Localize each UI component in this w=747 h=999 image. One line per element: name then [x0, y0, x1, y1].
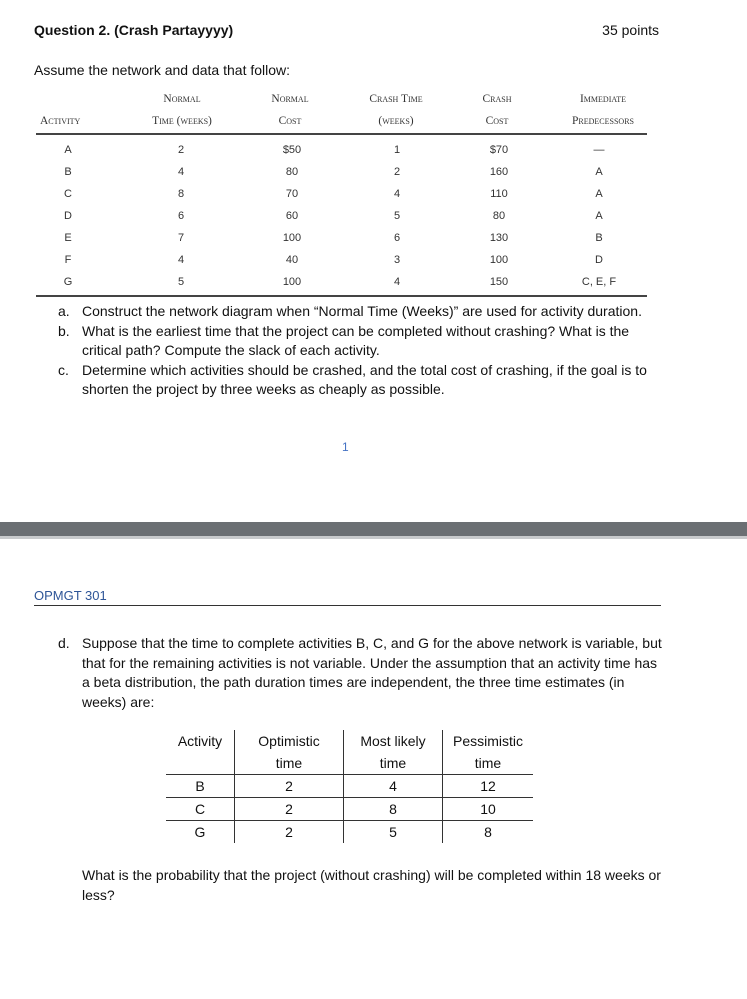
table-cell: 6: [393, 232, 401, 244]
part-b: [58, 322, 668, 361]
table-cell: A: [595, 210, 603, 222]
header-activity: Activity: [40, 115, 81, 127]
table-cell: A: [64, 144, 72, 156]
part-d-text: Suppose that the time to complete activities B, C, and G for the above network is variable, but that for the remaining activities is not variable. Under the assumption that an activity time has a beta distribution, the path duration times are independent, the three time estimates (in weeks) are:: [82, 635, 662, 710]
col-most-likely-header: Most likely time: [344, 730, 443, 775]
table-cell: 1: [393, 144, 401, 156]
col-activity-header: Activity: [177, 733, 223, 749]
part-a-label: a.: [58, 303, 70, 319]
points-label: 35 points: [602, 22, 659, 38]
part-b-label: b.: [58, 322, 70, 339]
part-d-label: d.: [58, 635, 70, 651]
table-cell: C: [166, 798, 235, 821]
table-cell: 80: [285, 166, 299, 178]
table-cell: 110: [490, 188, 508, 200]
part-c-label: c.: [58, 361, 69, 378]
table-cell: D: [64, 210, 72, 222]
table-cell: 5: [177, 276, 185, 288]
table-cell: D: [595, 254, 603, 266]
table-cell: B: [595, 232, 603, 244]
course-header: OPMGT 301: [34, 588, 107, 603]
table-cell: 100: [489, 254, 509, 266]
table-row: [166, 798, 533, 821]
table-cell: 4: [344, 775, 443, 798]
table-cell: 100: [282, 232, 302, 244]
part-c-text: Determine which activities should be crashed, and the total cost of crashing, if the goal is to shorten the project by three weeks as cheaply as possible.: [82, 361, 647, 397]
table-cell: 2: [235, 775, 344, 798]
table-cell: 7: [177, 232, 185, 244]
table-cell: 100: [282, 276, 302, 288]
estimates-header-row: [166, 730, 533, 775]
page-break-shadow: [0, 536, 747, 539]
table-cell: 2: [177, 144, 185, 156]
table-bottom-rule: [36, 295, 647, 297]
table-cell: 160: [489, 166, 509, 178]
table-cell: 8: [177, 188, 185, 200]
table-cell: 5: [393, 210, 401, 222]
question-title: Question 2. (Crash Partayyyy): [34, 22, 234, 38]
col-pessimistic-header: Pessimistic time: [443, 730, 534, 775]
table-cell: 150: [489, 276, 509, 288]
col-optimistic-header: Optimistic time: [235, 730, 344, 775]
table-cell: 2: [235, 821, 344, 844]
table-top-rule: [36, 133, 647, 135]
table-cell: 2: [393, 166, 401, 178]
table-cell: C, E, F: [581, 276, 617, 288]
table-cell: 5: [344, 821, 443, 844]
header-normal-cost: Normal Cost: [271, 93, 309, 127]
part-a: [58, 302, 668, 322]
table-cell: 12: [443, 775, 534, 798]
table-cell: 3: [393, 254, 401, 266]
table-cell: B: [166, 775, 235, 798]
intro-text: Assume the network and data that follow:: [34, 62, 291, 78]
page-break-band: [0, 522, 747, 536]
question-parts: [58, 302, 668, 400]
table-cell: 4: [177, 166, 185, 178]
table-cell: 8: [443, 821, 534, 844]
table-cell: 6: [177, 210, 185, 222]
table-cell: —: [593, 144, 605, 156]
header-rule: [34, 605, 661, 606]
table-cell: 80: [492, 210, 506, 222]
table-cell: 2: [235, 798, 344, 821]
table-cell: C: [64, 188, 72, 200]
table-cell: 8: [344, 798, 443, 821]
part-a-text: Construct the network diagram when “Normal Time (Weeks)” are used for activity duration.: [82, 303, 642, 319]
part-b-text: What is the earliest time that the project can be completed without crashing? What is the critical path? Compute the slack of each activity.: [82, 322, 630, 358]
table-cell: 70: [285, 188, 299, 200]
final-question: What is the probability that the project (without crashing) will be completed within 18 weeks or less?: [82, 867, 661, 903]
table-cell: 40: [285, 254, 299, 266]
page-number: 1: [342, 440, 349, 454]
header-crash-cost: Crash Cost: [482, 93, 512, 127]
table-cell: E: [64, 232, 72, 244]
table-cell: $50: [282, 144, 302, 156]
table-cell: 10: [443, 798, 534, 821]
table-cell: B: [64, 166, 72, 178]
estimates-table: [166, 730, 533, 843]
table-cell: 4: [393, 188, 401, 200]
table-cell: 60: [285, 210, 299, 222]
table-cell: 130: [489, 232, 509, 244]
table-cell: A: [595, 166, 603, 178]
table-cell: 4: [177, 254, 185, 266]
header-crash-time: Crash Time (weeks): [369, 93, 423, 127]
table-cell: G: [63, 276, 73, 288]
table-cell: 4: [393, 276, 401, 288]
table-row: [166, 821, 533, 844]
header-normal-time: Normal Time (weeks): [152, 93, 212, 127]
header-predecessors: Immediate Predecessors: [572, 93, 634, 127]
table-cell: G: [166, 821, 235, 844]
table-cell: F: [64, 254, 72, 266]
part-c: [58, 361, 668, 400]
table-row: [166, 775, 533, 798]
table-cell: A: [595, 188, 603, 200]
table-cell: $70: [489, 144, 509, 156]
part-d: [58, 634, 664, 712]
